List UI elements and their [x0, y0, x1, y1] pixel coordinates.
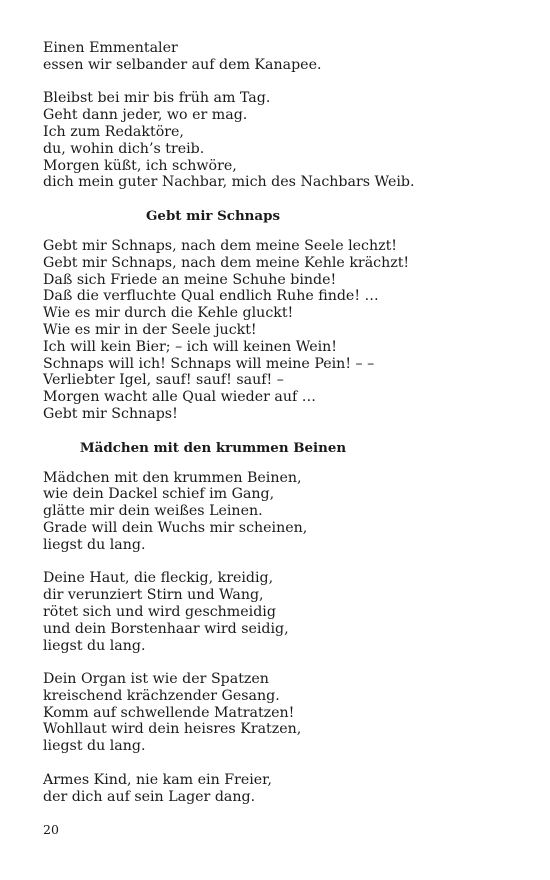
stanza	[43, 671, 383, 755]
verse-line: Gebt mir Schnaps, nach dem meine Kehle krächzt!	[43, 254, 410, 271]
stanza	[43, 90, 415, 191]
verse-line: du, wohin dich’s treib.	[43, 140, 205, 157]
verse-line: Verliebter Igel, sauf! sauf! sauf! –	[43, 372, 284, 389]
verse-line: Deine Haut, die fleckig, kreidig,	[43, 570, 274, 587]
verse-line: Gebt mir Schnaps, nach dem meine Seele lechzt!	[43, 237, 397, 254]
verse-line: Bleibst bei mir bis früh am Tag.	[43, 90, 271, 107]
page-number: 20	[43, 822, 59, 837]
verse-line: Einen Emmentaler	[43, 40, 178, 56]
page-content	[43, 40, 415, 822]
verse-line: essen wir selbander auf dem Kanapee.	[43, 56, 322, 73]
stanza	[43, 470, 383, 554]
verse-line: Gebt mir Schnaps!	[43, 405, 178, 422]
verse-line: liegst du lang.	[43, 637, 146, 654]
verse-line: glätte mir dein weißes Leinen.	[43, 503, 263, 520]
verse-line: wie dein Dackel schief im Gang,	[43, 486, 275, 503]
verse-line: Dein Organ ist wie der Spatzen	[43, 671, 269, 688]
verse-line: Komm auf schwellende Matratzen!	[43, 704, 295, 721]
verse-line: der dich auf sein Lager dang.	[43, 788, 256, 805]
verse-line: Ich zum Redaktöre,	[43, 123, 184, 140]
verse-line: Grade will dein Wuchs mir scheinen,	[43, 519, 308, 536]
poem-title: Gebt mir Schnaps	[145, 207, 280, 224]
verse-line: liegst du lang.	[43, 536, 146, 553]
verse-line: Geht dann jeder, wo er mag.	[43, 107, 248, 124]
verse-line: Wohllaut wird dein heisres Kratzen,	[43, 721, 302, 738]
stanza	[43, 570, 383, 654]
verse-line: kreischend krächzender Gesang.	[43, 687, 280, 704]
verse-line: Morgen küßt, ich schwöre,	[43, 157, 237, 174]
verse-line: Morgen wacht alle Qual wieder auf …	[43, 389, 316, 406]
verse-line: rötet sich und wird geschmeidig	[43, 603, 276, 620]
verse-line: Wie es mir durch die Kehle gluckt!	[43, 305, 294, 322]
verse-line: Armes Kind, nie kam ein Freier,	[43, 771, 272, 788]
verse-line: Daß die verfluchte Qual endlich Ruhe finde! …	[43, 288, 379, 305]
stanza	[43, 40, 383, 74]
verse-line: Mädchen mit den krummen Beinen,	[43, 469, 302, 486]
stanza	[43, 237, 410, 423]
verse-line: dich mein guter Nachbar, mich des Nachbars Weib.	[43, 174, 415, 191]
verse-line: Wie es mir in der Seele juckt!	[43, 321, 257, 338]
verse-line: und dein Borstenhaar wird seidig,	[43, 620, 289, 637]
verse-line: Ich will kein Bier; – ich will keinen Wein!	[43, 338, 337, 355]
verse-line: liegst du lang.	[43, 738, 146, 755]
verse-line: Schnaps will ich! Schnaps will meine Pein! – –	[43, 355, 375, 372]
verse-line: dir verunziert Stirn und Wang,	[43, 587, 264, 604]
poem-title: Mädchen mit den krummen Beinen	[79, 439, 347, 456]
stanza	[43, 772, 383, 806]
verse-line: Daß sich Friede an meine Schuhe binde!	[43, 271, 337, 288]
